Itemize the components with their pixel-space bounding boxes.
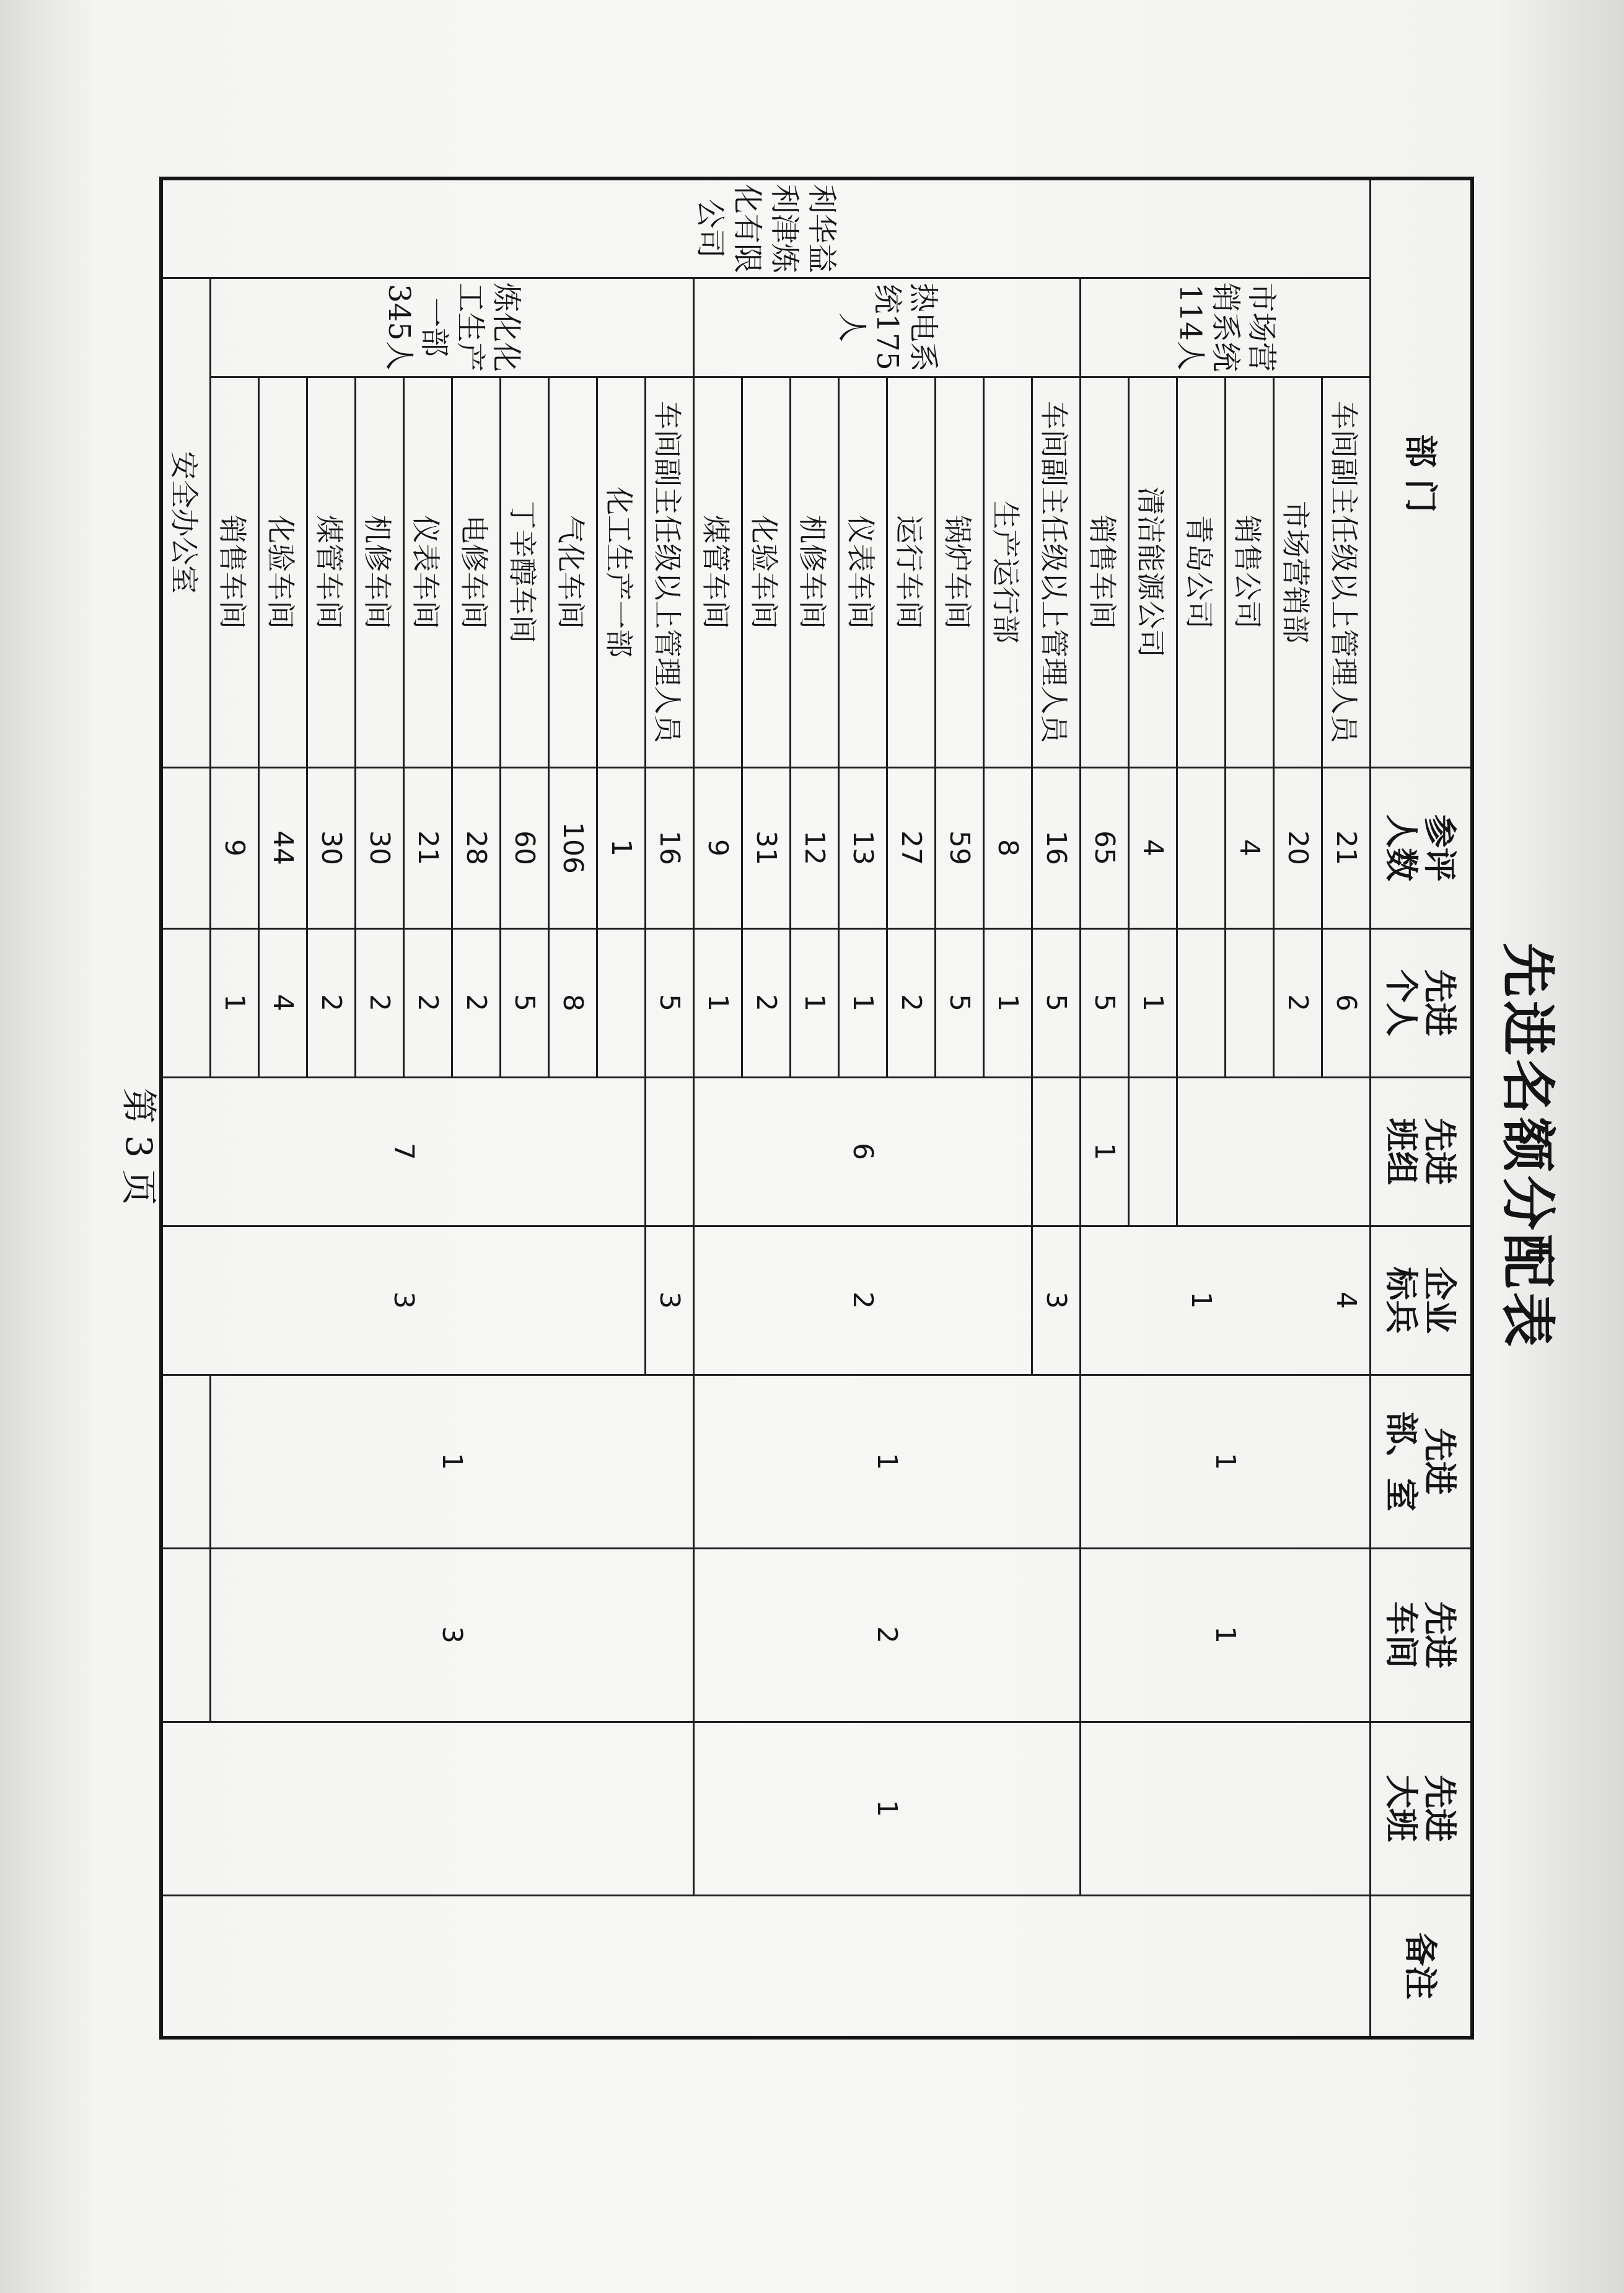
- dept-cell: 销售车间: [1081, 377, 1129, 767]
- participants-cell: 28: [452, 767, 501, 928]
- model-cell: 3: [646, 1226, 694, 1375]
- dept-cell: 机修车间: [356, 377, 404, 767]
- participants-cell: 13: [839, 767, 887, 928]
- participants-cell: 60: [501, 767, 549, 928]
- participants-cell: 8: [984, 767, 1032, 928]
- individual-cell: 5: [646, 928, 694, 1077]
- header-row: [1371, 178, 1473, 2038]
- model-cell: 2: [694, 1226, 1032, 1375]
- header-advanced-team: 先进 班组: [1371, 1077, 1473, 1226]
- adv-dept-cell: 1: [1081, 1375, 1371, 1548]
- team-cell: [1177, 1077, 1226, 1226]
- table-row: [1322, 178, 1371, 2038]
- individual-cell: 6: [1322, 928, 1371, 1077]
- table-row: [1032, 178, 1081, 2038]
- individual-cell: 5: [501, 928, 549, 1077]
- participants-cell: [161, 767, 211, 928]
- adv-shift-cell: [161, 1722, 694, 1895]
- participants-cell: 31: [742, 767, 791, 928]
- dept-cell: 化验车间: [742, 377, 791, 767]
- participants-cell: 12: [791, 767, 839, 928]
- individual-cell: [1177, 928, 1226, 1077]
- participants-cell: 1: [597, 767, 646, 928]
- group-chemical: 炼化化工生产一部345人: [211, 278, 694, 377]
- participants-cell: 106: [549, 767, 597, 928]
- participants-cell: 21: [404, 767, 452, 928]
- dept-cell: 化验车间: [259, 377, 307, 767]
- allocation-table: [159, 177, 1474, 2040]
- team-cell: [1274, 1077, 1322, 1226]
- individual-cell: [597, 928, 646, 1077]
- participants-cell: 30: [307, 767, 356, 928]
- team-cell: [1129, 1077, 1177, 1226]
- individual-cell: 8: [549, 928, 597, 1077]
- dept-cell: 电修车间: [452, 377, 501, 767]
- table-row: [646, 178, 694, 2038]
- dept-cell: 销售公司: [1226, 377, 1274, 767]
- participants-cell: [1177, 767, 1226, 928]
- model-cell: 3: [1032, 1226, 1081, 1375]
- individual-cell: 2: [356, 928, 404, 1077]
- team-cell: 1: [1081, 1077, 1129, 1226]
- page-number: 第 3 页: [118, 1088, 160, 1205]
- participants-cell: 4: [1226, 767, 1274, 928]
- individual-cell: 5: [1081, 928, 1129, 1077]
- adv-dept-cell: 1: [211, 1375, 694, 1548]
- header-advanced-individual: 先进 个人: [1371, 928, 1473, 1077]
- participants-cell: 59: [936, 767, 984, 928]
- header-department: 部 门: [1371, 178, 1473, 767]
- dept-cell: 车间副主任级以上管理人员: [1032, 377, 1081, 767]
- dept-cell: 清洁能源公司: [1129, 377, 1177, 767]
- individual-cell: 1: [791, 928, 839, 1077]
- team-cell: 6: [694, 1077, 1032, 1226]
- dept-cell: 机修车间: [791, 377, 839, 767]
- individual-cell: 2: [742, 928, 791, 1077]
- participants-cell: 4: [1129, 767, 1177, 928]
- dept-cell: 仪表车间: [404, 377, 452, 767]
- team-cell: [1226, 1077, 1274, 1226]
- participants-cell: 44: [259, 767, 307, 928]
- header-advanced-shift: 先进 大班: [1371, 1722, 1473, 1895]
- adv-workshop-cell: [161, 1548, 211, 1722]
- dept-cell: 车间副主任级以上管理人员: [646, 377, 694, 767]
- group-market: 市场营销系统114人: [1081, 278, 1371, 377]
- company-cell: 利华益利津炼化有限公司: [161, 178, 1371, 278]
- adv-shift-cell: [1081, 1722, 1371, 1895]
- team-cell: 7: [161, 1077, 646, 1226]
- dept-cell: 气化车间: [549, 377, 597, 767]
- individual-cell: 1: [839, 928, 887, 1077]
- dept-cell: 运行车间: [887, 377, 936, 767]
- participants-cell: 16: [1032, 767, 1081, 928]
- individual-cell: 1: [984, 928, 1032, 1077]
- header-participants: 参评 人数: [1371, 767, 1473, 928]
- model-cell: 4: [1322, 1226, 1371, 1375]
- adv-dept-cell: [161, 1375, 211, 1548]
- individual-cell: 2: [452, 928, 501, 1077]
- dept-cell: 车间副主任级以上管理人员: [1322, 377, 1371, 767]
- individual-cell: 2: [404, 928, 452, 1077]
- participants-cell: 16: [646, 767, 694, 928]
- individual-cell: [161, 928, 211, 1077]
- dept-cell: 销售车间: [211, 377, 259, 767]
- header-advanced-workshop: 先进 车间: [1371, 1548, 1473, 1722]
- dept-cell: 煤管车间: [694, 377, 742, 767]
- dept-cell: 青岛公司: [1177, 377, 1226, 767]
- individual-cell: 1: [211, 928, 259, 1077]
- team-cell: [1322, 1077, 1371, 1226]
- dept-cell: 安全办公室: [161, 278, 211, 767]
- model-cell: 1: [1081, 1226, 1322, 1375]
- header-advanced-department: 先进 部、室: [1371, 1375, 1473, 1548]
- dept-cell: 仪表车间: [839, 377, 887, 767]
- dept-cell: 煤管车间: [307, 377, 356, 767]
- individual-cell: 5: [936, 928, 984, 1077]
- individual-cell: 1: [694, 928, 742, 1077]
- adv-dept-cell: 1: [694, 1375, 1081, 1548]
- dept-cell: 市场营销部: [1274, 377, 1322, 767]
- adv-workshop-cell: 3: [211, 1548, 694, 1722]
- participants-cell: 9: [211, 767, 259, 928]
- dept-cell: 生产运行部: [984, 377, 1032, 767]
- individual-cell: 1: [1129, 928, 1177, 1077]
- individual-cell: 2: [887, 928, 936, 1077]
- participants-cell: 21: [1322, 767, 1371, 928]
- team-cell: [646, 1077, 694, 1226]
- participants-cell: 30: [356, 767, 404, 928]
- adv-shift-cell: 1: [694, 1722, 1081, 1895]
- individual-cell: 2: [1274, 928, 1322, 1077]
- individual-cell: 2: [307, 928, 356, 1077]
- page-title: 先进名额分配表: [1496, 942, 1560, 1350]
- adv-workshop-cell: 2: [694, 1548, 1081, 1722]
- participants-cell: 65: [1081, 767, 1129, 928]
- participants-cell: 9: [694, 767, 742, 928]
- participants-cell: 27: [887, 767, 936, 928]
- model-cell: 3: [161, 1226, 646, 1375]
- header-remarks: 备注: [1371, 1895, 1473, 2038]
- header-model-worker: 企业 标兵: [1371, 1226, 1473, 1375]
- dept-cell: 锅炉车间: [936, 377, 984, 767]
- dept-cell: 化工生产一部: [597, 377, 646, 767]
- adv-workshop-cell: 1: [1081, 1548, 1371, 1722]
- team-cell: [1032, 1077, 1081, 1226]
- individual-cell: 5: [1032, 928, 1081, 1077]
- remarks-cell: [161, 1895, 1371, 2038]
- group-thermal: 热电系统175人: [694, 278, 1081, 377]
- individual-cell: 4: [259, 928, 307, 1077]
- dept-cell: 丁辛醇车间: [501, 377, 549, 767]
- participants-cell: 20: [1274, 767, 1322, 928]
- individual-cell: [1226, 928, 1274, 1077]
